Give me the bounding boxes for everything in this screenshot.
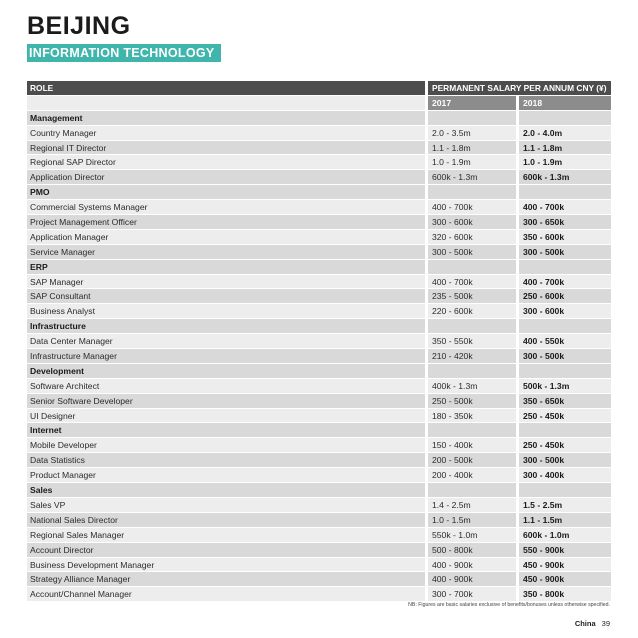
salary-2018-cell: 550 - 900k xyxy=(519,543,611,557)
salary-2018-cell: 1.5 - 2.5m xyxy=(519,498,611,512)
role-cell: UI Designer xyxy=(27,409,425,423)
salary-2017-cell: 320 - 600k xyxy=(428,230,516,244)
salary-2018-cell: 250 - 450k xyxy=(519,409,611,423)
role-cell: Commercial Systems Manager xyxy=(27,200,425,214)
role-cell: Data Statistics xyxy=(27,453,425,467)
role-cell: Regional IT Director xyxy=(27,141,425,155)
salary-2017-cell: 1.0 - 1.5m xyxy=(428,513,516,527)
role-cell: National Sales Director xyxy=(27,513,425,527)
salary-2017-cell: 600k - 1.3m xyxy=(428,170,516,184)
salary-2017-cell: 200 - 500k xyxy=(428,453,516,467)
salary-2018-cell: 300 - 400k xyxy=(519,468,611,482)
table-row xyxy=(27,394,611,409)
page-footer xyxy=(575,619,610,628)
role-cell: Business Development Manager xyxy=(27,558,425,572)
salary-2017-cell: 250 - 500k xyxy=(428,394,516,408)
salary-2018-cell: 400 - 700k xyxy=(519,200,611,214)
category-row xyxy=(27,364,611,379)
salary-2017-cell: 500 - 800k xyxy=(428,543,516,557)
salary-2017-cell: 400 - 900k xyxy=(428,558,516,572)
table-row xyxy=(27,200,611,215)
salary-2018-cell xyxy=(519,185,611,199)
table-row xyxy=(27,334,611,349)
role-column-header: ROLE xyxy=(27,81,425,95)
salary-2018-cell xyxy=(519,423,611,437)
salary-2017-cell: 300 - 700k xyxy=(428,587,516,601)
category-row xyxy=(27,185,611,200)
table-row xyxy=(27,155,611,170)
table-row xyxy=(27,409,611,424)
page-subtitle: INFORMATION TECHNOLOGY xyxy=(27,44,221,62)
role-cell: Application Director xyxy=(27,170,425,184)
salary-2018-cell: 450 - 900k xyxy=(519,572,611,586)
salary-2018-cell: 250 - 600k xyxy=(519,289,611,303)
salary-2018-cell: 300 - 600k xyxy=(519,304,611,318)
role-cell: Business Analyst xyxy=(27,304,425,318)
role-cell: Regional Sales Manager xyxy=(27,528,425,542)
category-row xyxy=(27,423,611,438)
salary-2017-cell: 400 - 700k xyxy=(428,200,516,214)
salary-2018-cell: 250 - 450k xyxy=(519,438,611,452)
salary-2018-cell: 300 - 500k xyxy=(519,349,611,363)
salary-2018-cell: 300 - 500k xyxy=(519,453,611,467)
role-cell: Project Management Officer xyxy=(27,215,425,229)
table-row xyxy=(27,543,611,558)
table-row xyxy=(27,528,611,543)
category-label: Development xyxy=(27,364,425,378)
salary-2017-cell: 180 - 350k xyxy=(428,409,516,423)
role-cell: Account Director xyxy=(27,543,425,557)
salary-2018-cell: 300 - 500k xyxy=(519,245,611,259)
table-body xyxy=(27,111,611,602)
table-row xyxy=(27,141,611,156)
salary-2017-cell: 1.4 - 2.5m xyxy=(428,498,516,512)
page-number: 39 xyxy=(601,619,610,628)
category-row xyxy=(27,319,611,334)
table-row xyxy=(27,498,611,513)
table-row xyxy=(27,170,611,185)
salary-2018-cell: 1.1 - 1.5m xyxy=(519,513,611,527)
salary-2018-cell: 300 - 650k xyxy=(519,215,611,229)
role-cell: Mobile Developer xyxy=(27,438,425,452)
role-cell: SAP Manager xyxy=(27,275,425,289)
table-row xyxy=(27,289,611,304)
role-cell: Data Center Manager xyxy=(27,334,425,348)
footer-country: China xyxy=(574,619,596,628)
table-row xyxy=(27,379,611,394)
role-cell: Product Manager xyxy=(27,468,425,482)
salary-2018-cell: 450 - 900k xyxy=(519,558,611,572)
role-cell: Software Architect xyxy=(27,379,425,393)
salary-2017-cell xyxy=(428,185,516,199)
category-label: Internet xyxy=(27,423,425,437)
category-label: ERP xyxy=(27,260,425,274)
salary-2017-cell: 220 - 600k xyxy=(428,304,516,318)
salary-2017-cell: 300 - 500k xyxy=(428,245,516,259)
salary-2018-cell xyxy=(519,260,611,274)
table-row xyxy=(27,558,611,573)
salary-2018-cell xyxy=(519,364,611,378)
category-label: PMO xyxy=(27,185,425,199)
role-cell: Strategy Alliance Manager xyxy=(27,572,425,586)
table-header-row xyxy=(27,81,611,96)
salary-2018-cell: 600k - 1.0m xyxy=(519,528,611,542)
table-row xyxy=(27,468,611,483)
role-cell: Service Manager xyxy=(27,245,425,259)
salary-2018-cell xyxy=(519,483,611,497)
table-row xyxy=(27,438,611,453)
salary-2018-cell: 350 - 650k xyxy=(519,394,611,408)
category-label: Infrastructure xyxy=(27,319,425,333)
role-cell: Infrastructure Manager xyxy=(27,349,425,363)
table-row xyxy=(27,245,611,260)
year-2018-header: 2018 xyxy=(519,96,611,110)
role-cell: Account/Channel Manager xyxy=(27,587,425,601)
year-header-row xyxy=(27,96,611,111)
role-cell: Regional SAP Director xyxy=(27,155,425,169)
salary-2017-cell: 550k - 1.0m xyxy=(428,528,516,542)
table-row xyxy=(27,453,611,468)
category-label: Sales xyxy=(27,483,425,497)
table-row xyxy=(27,275,611,290)
salary-2018-cell xyxy=(519,319,611,333)
footnote: NB: Figures are basic salaries exclusive of benefits/bonuses unless otherwise specified. xyxy=(408,602,610,608)
table-row xyxy=(27,126,611,141)
salary-2018-cell: 350 - 600k xyxy=(519,230,611,244)
salary-2018-cell: 600k - 1.3m xyxy=(519,170,611,184)
year-row-spacer xyxy=(27,96,425,110)
role-cell: Senior Software Developer xyxy=(27,394,425,408)
salary-2017-cell xyxy=(428,423,516,437)
category-label: Management xyxy=(27,111,425,125)
page-title: BEIJING xyxy=(27,12,131,40)
category-row xyxy=(27,111,611,126)
salary-2017-cell: 2.0 - 3.5m xyxy=(428,126,516,140)
salary-2017-cell: 300 - 600k xyxy=(428,215,516,229)
salary-2017-cell: 1.1 - 1.8m xyxy=(428,141,516,155)
table-row xyxy=(27,304,611,319)
role-cell: Application Manager xyxy=(27,230,425,244)
salary-2017-cell: 235 - 500k xyxy=(428,289,516,303)
role-cell: SAP Consultant xyxy=(27,289,425,303)
salary-2018-cell: 350 - 800k xyxy=(519,587,611,601)
salary-2018-cell: 2.0 - 4.0m xyxy=(519,126,611,140)
salary-2017-cell: 150 - 400k xyxy=(428,438,516,452)
salary-2017-cell: 400 - 900k xyxy=(428,572,516,586)
salary-2017-cell xyxy=(428,364,516,378)
category-row xyxy=(27,260,611,275)
salary-2017-cell xyxy=(428,111,516,125)
year-2017-header: 2017 xyxy=(428,96,516,110)
table-row xyxy=(27,587,611,602)
salary-table xyxy=(27,81,611,602)
table-row xyxy=(27,230,611,245)
salary-2018-cell: 500k - 1.3m xyxy=(519,379,611,393)
role-cell: Sales VP xyxy=(27,498,425,512)
salary-column-header: PERMANENT SALARY PER ANNUM CNY (¥) xyxy=(428,81,611,95)
salary-2017-cell xyxy=(428,483,516,497)
salary-2017-cell: 200 - 400k xyxy=(428,468,516,482)
salary-2018-cell: 400 - 550k xyxy=(519,334,611,348)
salary-2017-cell: 1.0 - 1.9m xyxy=(428,155,516,169)
salary-2018-cell: 400 - 700k xyxy=(519,275,611,289)
salary-2018-cell xyxy=(519,111,611,125)
salary-2018-cell: 1.1 - 1.8m xyxy=(519,141,611,155)
table-row xyxy=(27,215,611,230)
salary-2017-cell xyxy=(428,319,516,333)
salary-2017-cell: 400 - 700k xyxy=(428,275,516,289)
salary-2018-cell: 1.0 - 1.9m xyxy=(519,155,611,169)
table-row xyxy=(27,349,611,364)
table-row xyxy=(27,572,611,587)
salary-2017-cell: 400k - 1.3m xyxy=(428,379,516,393)
salary-2017-cell xyxy=(428,260,516,274)
salary-2017-cell: 350 - 550k xyxy=(428,334,516,348)
salary-2017-cell: 210 - 420k xyxy=(428,349,516,363)
table-row xyxy=(27,513,611,528)
category-row xyxy=(27,483,611,498)
role-cell: Country Manager xyxy=(27,126,425,140)
